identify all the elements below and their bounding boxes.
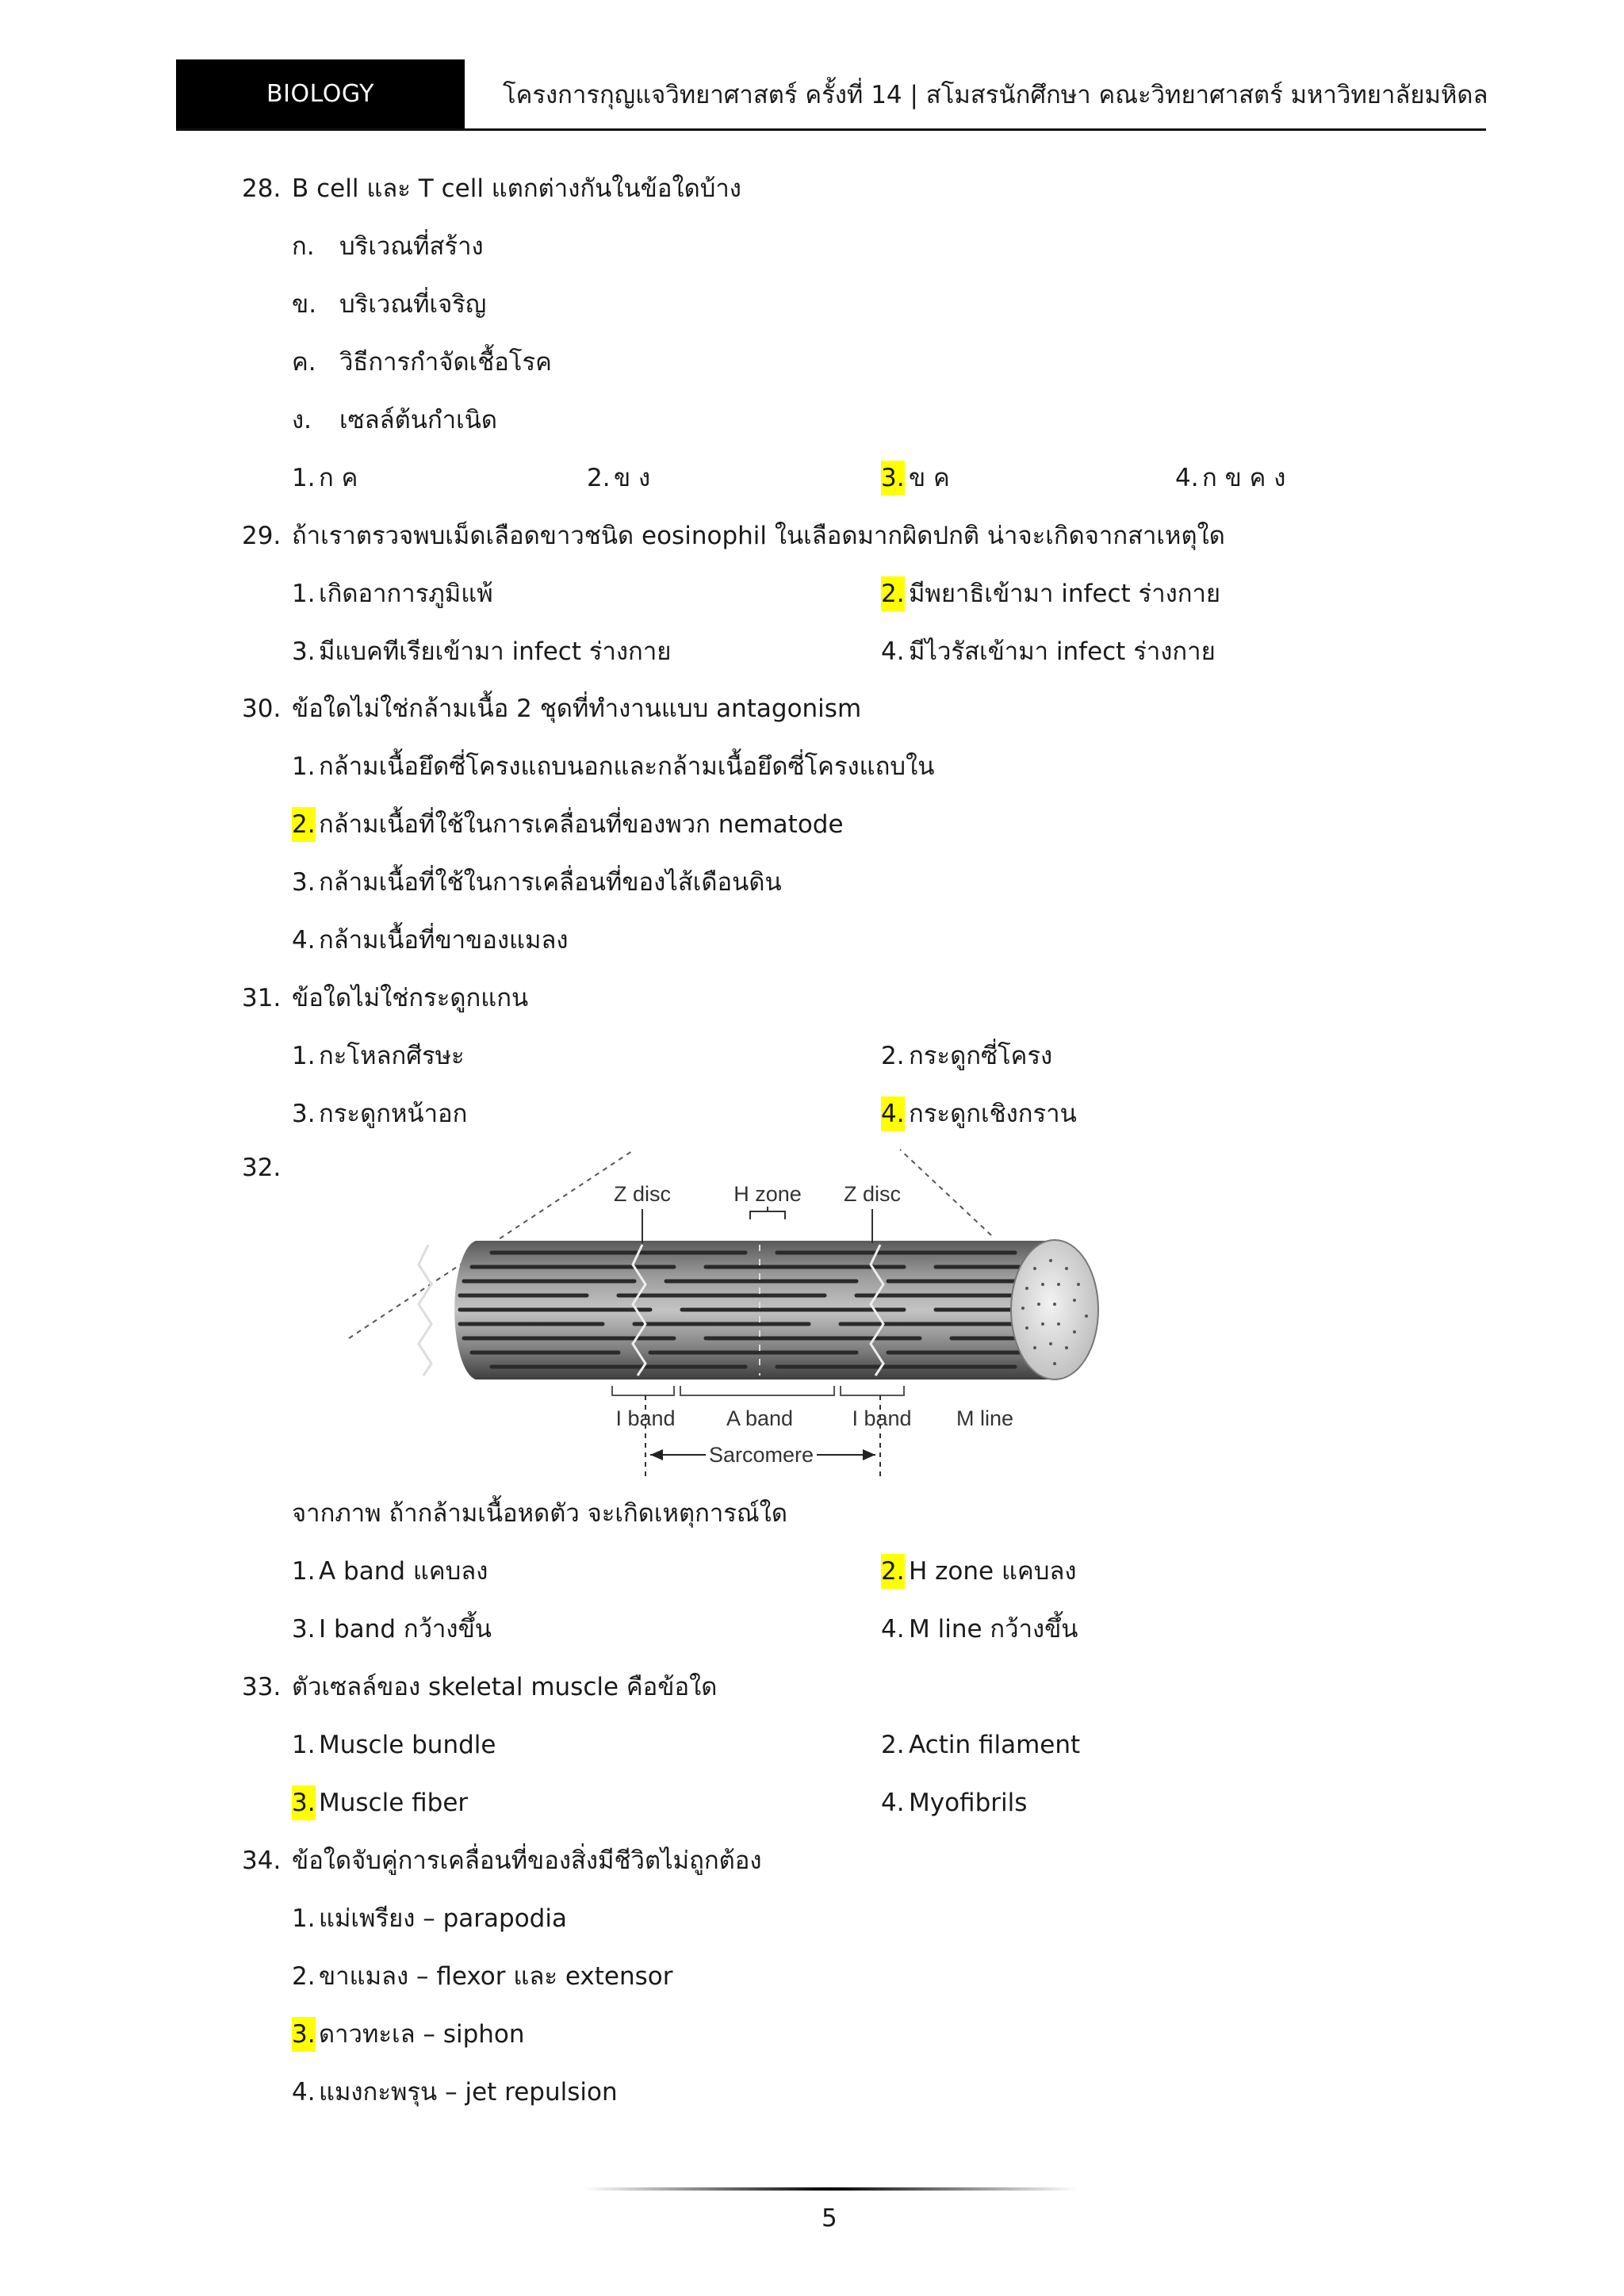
choice-number: 2. bbox=[881, 1731, 905, 1759]
choice-number: 3. bbox=[292, 1615, 316, 1644]
sub-item-mark: ง. bbox=[292, 406, 312, 434]
header-divider bbox=[176, 128, 1486, 131]
choice-number: 3. bbox=[292, 1100, 316, 1128]
question-number: 28. bbox=[242, 174, 282, 203]
subject-badge: BIOLOGY bbox=[176, 59, 465, 128]
choice-number: 3. bbox=[292, 637, 316, 666]
fiber-end-cap bbox=[1011, 1240, 1098, 1380]
choice-text: กล้ามเนื้อที่ใช้ในการเคลื่อนที่ของไส้เดือนดิน bbox=[319, 868, 782, 897]
choice-text: ดาวทะเล – siphon bbox=[319, 2020, 525, 2049]
choice-number: 1. bbox=[292, 1904, 316, 1933]
choice-number: 2. bbox=[587, 464, 611, 492]
choice-text: แม่เพรียง – parapodia bbox=[319, 1904, 567, 1933]
i-band-label: I band bbox=[852, 1406, 912, 1430]
choice-text: แมงกะพรุน – jet repulsion bbox=[319, 2078, 618, 2107]
page-number: 5 bbox=[822, 2204, 837, 2233]
choice-text: กล้ามเนื้อที่ขาของแมลง bbox=[319, 926, 569, 955]
choice-text: เกิดอาการภูมิแพ้ bbox=[319, 580, 493, 608]
choice-text: I band กว้างขึ้น bbox=[319, 1615, 492, 1644]
z-disc-line bbox=[419, 1245, 431, 1376]
choice-number: 4. bbox=[292, 926, 316, 955]
question-text: ตัวเซลล์ของ skeletal muscle คือข้อใด bbox=[292, 1673, 718, 1701]
i-band-bracket bbox=[612, 1386, 674, 1395]
header-title: โครงการกุญแจวิทยาศาสตร์ ครั้งที่ 14 | สโมสรนักศึกษา คณะวิทยาศาสตร์ มหาวิทยาลัยมหิดล bbox=[503, 81, 1488, 109]
choice-text: Muscle fiber bbox=[319, 1789, 469, 1817]
sarcomere-diagram bbox=[301, 1134, 1126, 1483]
sub-item-mark: ค. bbox=[292, 348, 316, 377]
footer-divider bbox=[584, 2187, 1077, 2191]
choice-text: ก ข ค ง bbox=[1202, 464, 1286, 492]
choice-number: 1. bbox=[292, 1557, 316, 1586]
question-number: 32. bbox=[242, 1154, 282, 1182]
question-number: 33. bbox=[242, 1673, 282, 1701]
choice-number: 4. bbox=[292, 2078, 316, 2107]
z-disc-label: Z disc bbox=[843, 1182, 902, 1206]
m-line-label: M line bbox=[956, 1406, 1014, 1430]
question-number: 30. bbox=[242, 695, 282, 723]
choice-number: 1. bbox=[292, 464, 316, 492]
choice-text: มีพยาธิเข้ามา infect ร่างกาย bbox=[909, 580, 1221, 608]
question-text: ข้อใดไม่ใช่กล้ามเนื้อ 2 ชุดที่ทำงานแบบ antagonism bbox=[292, 695, 862, 723]
choice-text: กล้ามเนื้อยึดซี่โครงแถบนอกและกล้ามเนื้อยึดซี่โครงแถบใน bbox=[319, 752, 935, 781]
choice-text: ข ง bbox=[614, 464, 651, 492]
question-text: B cell และ T cell แตกต่างกันในข้อใดบ้าง bbox=[292, 174, 741, 203]
choice-text: กระดูกซี่โครง bbox=[909, 1042, 1053, 1070]
choice-number: 1. bbox=[292, 752, 316, 781]
question-text: ข้อใดไม่ใช่กระดูกแกน bbox=[292, 984, 529, 1012]
choice-number-answer: 2. bbox=[881, 1554, 905, 1589]
choice-number-answer: 2. bbox=[292, 807, 316, 842]
choice-number-answer: 3. bbox=[881, 461, 905, 496]
choice-text: กล้ามเนื้อที่ใช้ในการเคลื่อนที่ของพวก nematode bbox=[319, 810, 844, 839]
perspective-line bbox=[900, 1150, 991, 1235]
sarcomere-label: Sarcomere bbox=[708, 1443, 814, 1467]
sub-item-mark: ข. bbox=[292, 290, 317, 319]
choice-number-answer: 3. bbox=[292, 1785, 316, 1820]
sub-item-mark: ก. bbox=[292, 232, 315, 261]
choice-text: ข ค bbox=[909, 464, 950, 492]
choice-number: 1. bbox=[292, 580, 316, 608]
choice-number: 4. bbox=[881, 1789, 905, 1817]
choice-text: มีไวรัสเข้ามา infect ร่างกาย bbox=[909, 637, 1216, 666]
sub-item-text: วิธีการกำจัดเชื้อโรค bbox=[339, 348, 552, 377]
choice-text: Muscle bundle bbox=[319, 1731, 496, 1759]
choice-number: 1. bbox=[292, 1042, 316, 1070]
choice-number: 4. bbox=[881, 637, 905, 666]
question-number: 31. bbox=[242, 984, 282, 1012]
sub-item-text: บริเวณที่สร้าง bbox=[339, 232, 484, 261]
a-band-label: A band bbox=[726, 1406, 794, 1430]
choice-number-answer: 2. bbox=[881, 576, 905, 611]
choice-text: ขาแมลง – flexor และ extensor bbox=[319, 1962, 673, 1991]
choice-text: กระดูกหน้าอก bbox=[319, 1100, 468, 1128]
question-number: 29. bbox=[242, 522, 282, 550]
sub-item-text: เซลล์ต้นกำเนิด bbox=[339, 406, 498, 434]
sarcomere-arrowhead bbox=[863, 1449, 875, 1460]
choice-number-answer: 3. bbox=[292, 2017, 316, 2052]
question-text: ข้อใดจับคู่การเคลื่อนที่ของสิ่งมีชีวิตไม่ถูกต้อง bbox=[292, 1846, 762, 1875]
i-band-bracket bbox=[841, 1386, 904, 1395]
choice-text: A band แคบลง bbox=[319, 1557, 488, 1586]
question-text: จากภาพ ถ้ากล้ามเนื้อหดตัว จะเกิดเหตุการณ์ใด bbox=[292, 1499, 787, 1528]
choice-number: 1. bbox=[292, 1731, 316, 1759]
question-text: ถ้าเราตรวจพบเม็ดเลือดขาวชนิด eosinophil ในเลือดมากผิดปกติ น่าจะเกิดจากสาเหตุใด bbox=[292, 522, 1225, 550]
choice-number: 2. bbox=[881, 1042, 905, 1070]
choice-text: Myofibrils bbox=[909, 1789, 1028, 1817]
choice-text: มีแบคทีเรียเข้ามา infect ร่างกาย bbox=[319, 637, 672, 666]
z-disc-label: Z disc bbox=[613, 1182, 672, 1206]
i-band-label: I band bbox=[615, 1406, 676, 1430]
sarcomere-arrowhead bbox=[650, 1449, 663, 1460]
choice-text: ก ค bbox=[319, 464, 358, 492]
choice-text: M line กว้างขึ้น bbox=[909, 1615, 1078, 1644]
question-number: 34. bbox=[242, 1846, 282, 1875]
a-band-bracket bbox=[680, 1386, 834, 1395]
choice-number: 3. bbox=[292, 868, 316, 897]
choice-text: Actin filament bbox=[909, 1731, 1081, 1759]
sub-item-text: บริเวณที่เจริญ bbox=[339, 290, 487, 319]
choice-number: 2. bbox=[292, 1962, 316, 1991]
h-zone-bracket bbox=[750, 1211, 785, 1219]
h-zone-label: H zone bbox=[733, 1182, 802, 1206]
choice-number-answer: 4. bbox=[881, 1096, 905, 1131]
choice-number: 4. bbox=[881, 1615, 905, 1644]
choice-text: H zone แคบลง bbox=[909, 1557, 1077, 1586]
choice-number: 4. bbox=[1175, 464, 1199, 492]
choice-text: กะโหลกศีรษะ bbox=[319, 1042, 465, 1070]
choice-text: กระดูกเชิงกราน bbox=[909, 1100, 1077, 1128]
